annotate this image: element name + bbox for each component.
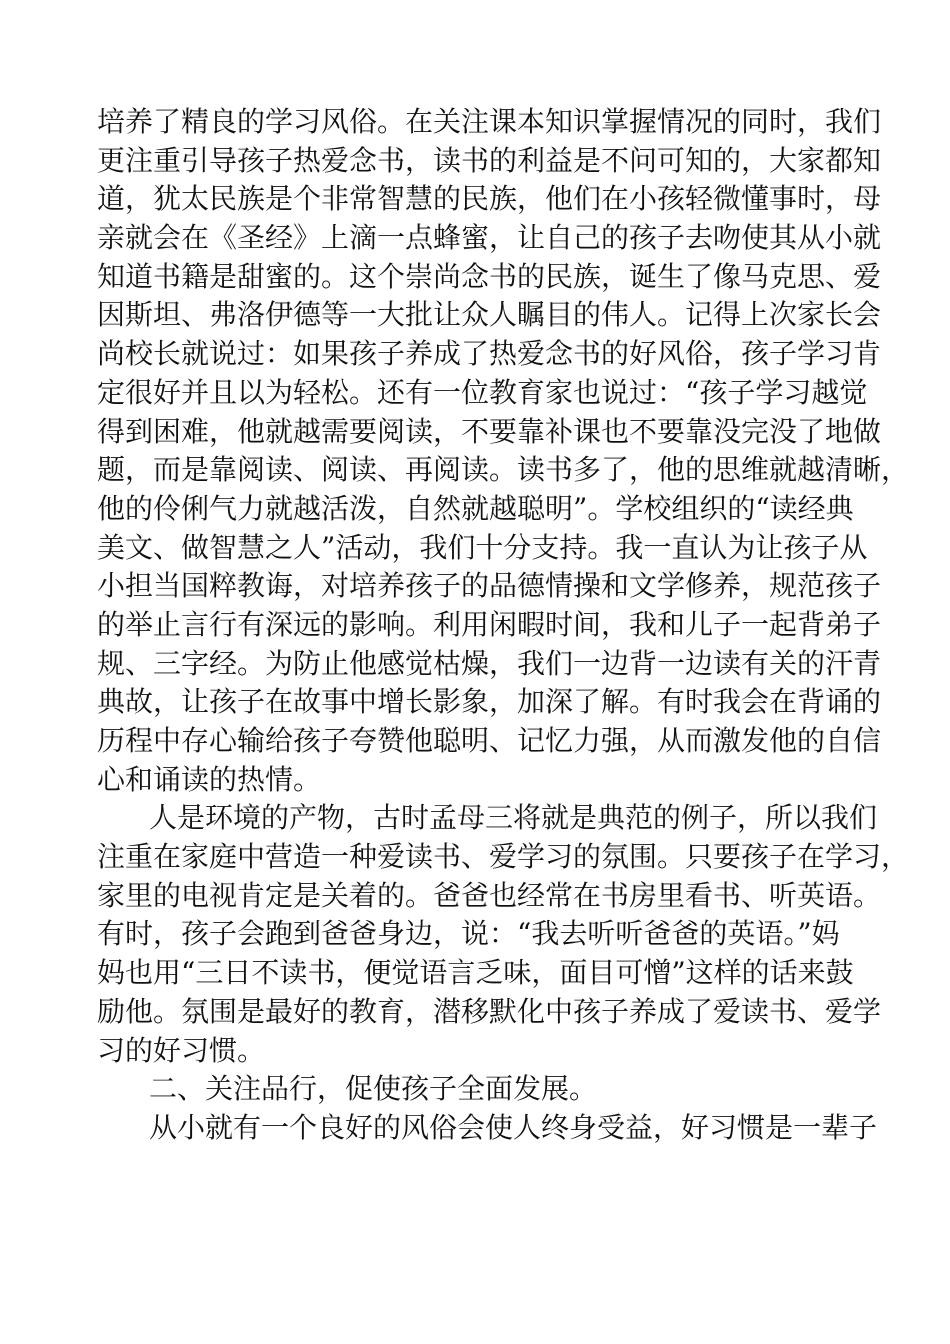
section-heading: 二、关注品行，促使孩子全面发展。 <box>149 1072 598 1106</box>
text-line: 因斯坦、弗洛伊德等一大批让众人瞩目的伟人。记得上次家长会 <box>97 298 882 332</box>
text-line: 定很好并且以为轻松。还有一位教育家也说过：“孩子学习越觉 <box>97 375 868 409</box>
text-line: 亲就会在《圣经》上滴一点蜂蜜，让自己的孩子去吻使其从小就 <box>97 221 882 255</box>
paragraph-first-line: 从小就有一个良好的风俗会使人终身受益，好习惯是一辈子 <box>149 1110 878 1144</box>
text-line: 他的伶俐气力就越活泼，自然就越聪明”。学校组织的“读经典 <box>97 491 854 525</box>
text-line: 尚校长就说过：如果孩子养成了热爱念书的好风俗，孩子学习肯 <box>97 337 882 371</box>
text-line: 家里的电视肯定是关着的。爸爸也经常在书房里看书、听英语。 <box>97 878 882 912</box>
text-line: 习的好习惯。 <box>97 1033 266 1067</box>
text-line: 知道书籍是甜蜜的。这个崇尚念书的民族，诞生了像马克思、爱 <box>97 259 882 293</box>
text-line: 妈也用“三日不读书，便觉语言乏味，面目可憎”这样的话来鼓 <box>97 956 854 990</box>
text-line: 小担当国粹教诲，对培养孩子的品德情操和文学修养，规范孩子 <box>97 569 882 603</box>
text-line: 历程中存心输给孩子夸赞他聪明、记忆力强，从而激发他的自信 <box>97 724 882 757</box>
text-line: 有时，孩子会跑到爸爸身边，说：“我去听听爸爸的英语。”妈 <box>97 917 840 951</box>
text-line: 典故，让孩子在故事中增长影象，加深了解。有时我会在背诵的 <box>97 685 882 719</box>
text-line: 更注重引导孩子热爱念书，读书的利益是不问可知的，大家都知 <box>97 143 882 177</box>
text-line: 美文、做智慧之人”活动，我们十分支持。我一直认为让孩子从 <box>97 530 868 564</box>
text-line: 励他。氛围是最好的教育，潜移默化中孩子养成了爱读书、爱学 <box>97 994 882 1028</box>
text-line: 得到困难，他就越需要阅读，不要靠补课也不要靠没完没了地做 <box>97 414 882 448</box>
text-line: 的举止言行有深远的影响。利用闲暇时间，我和儿子一起背弟子 <box>97 607 882 641</box>
text-line: 注重在家庭中营造一种爱读书、爱学习的氛围。只要孩子在学习， <box>97 840 910 874</box>
text-line: 培养了精良的学习风俗。在关注课本知识掌握情况的同时，我们 <box>97 105 882 138</box>
paragraph-first-line: 人是环境的产物，古时孟母三将就是典范的例子，所以我们 <box>149 801 878 835</box>
text-line: 规、三字经。为防止他感觉枯燥，我们一边背一边读有关的汗青 <box>97 646 882 680</box>
body-text <box>97 103 910 1148</box>
text-line: 心和诵读的热情。 <box>97 762 322 796</box>
text-line: 道，犹太民族是个非常智慧的民族，他们在小孩轻微懂事时，母 <box>97 182 882 216</box>
text-line: 题，而是靠阅读、阅读、再阅读。读书多了，他的思维就越清晰， <box>97 453 910 487</box>
